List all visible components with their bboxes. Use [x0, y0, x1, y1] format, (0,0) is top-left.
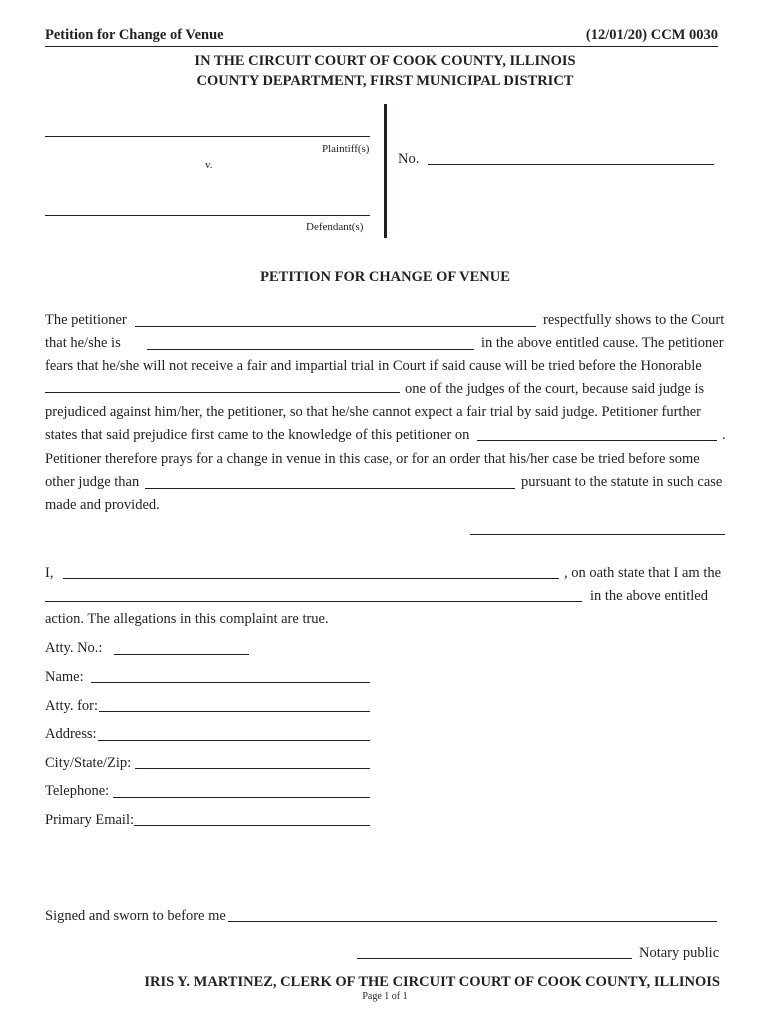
clerk-footer: IRIS Y. MARTINEZ, CLERK OF THE CIRCUIT COURT OF COOK COUNTY, ILLINOIS [144, 974, 720, 990]
city-state-zip-field[interactable] [135, 752, 370, 769]
atty-for-field[interactable] [99, 695, 370, 712]
petitioner-name-field[interactable] [135, 310, 536, 327]
address-field[interactable] [98, 724, 370, 741]
email-field[interactable] [134, 809, 370, 826]
petition-text: states that said prejudice first came to the knowledge of this petitioner on [45, 427, 470, 443]
notary-signature-field[interactable] [357, 942, 632, 959]
party-role-field[interactable] [147, 333, 474, 350]
petition-text: fears that he/she will not receive a fair and impartial trial in Court if said cause will be tried before the Honorable [45, 358, 702, 374]
court-department: COUNTY DEPARTMENT, FIRST MUNICIPAL DISTRICT [196, 73, 574, 89]
oath-text: in the above entitled [590, 588, 708, 604]
petition-text: pursuant to the statute in such case [521, 474, 723, 490]
telephone-label: Telephone: [45, 783, 110, 799]
case-number-label: No. [398, 151, 420, 167]
notary-label: Notary public [639, 945, 720, 961]
court-name: IN THE CIRCUIT COURT OF COOK COUNTY, ILLINOIS [194, 53, 576, 69]
petitioner-signature-field[interactable] [470, 518, 725, 535]
defendant-field[interactable] [45, 199, 370, 216]
page-number: Page 1 of 1 [362, 991, 408, 1002]
plaintiff-label: Plaintiff(s) [322, 143, 370, 155]
atty-no-field[interactable] [114, 638, 249, 655]
petition-text: that he/she is [45, 335, 121, 351]
petition-text: other judge than [45, 474, 140, 490]
header-rule [45, 46, 718, 47]
other-judge-field[interactable] [145, 472, 515, 489]
judge-name-field[interactable] [45, 376, 400, 393]
versus-label: v. [205, 159, 213, 171]
caption-divider [384, 104, 387, 238]
prejudice-date-field[interactable] [477, 424, 717, 441]
form-title: Petition for Change of Venue [45, 27, 224, 43]
oath-text: action. The allegations in this complaint are true. [45, 611, 329, 627]
petition-text: . [722, 427, 726, 443]
form-code: (12/01/20) CCM 0030 [585, 27, 718, 43]
petition-text: The petitioner [45, 312, 127, 328]
atty-for-label: Atty. for: [45, 698, 99, 714]
petition-text: made and provided. [45, 497, 160, 513]
email-label: Primary Email: [45, 812, 134, 828]
city-state-zip-label: City/State/Zip: [45, 755, 132, 771]
affiant-name-field[interactable] [63, 562, 559, 579]
case-number-field[interactable] [428, 148, 714, 165]
address-label: Address: [45, 726, 97, 742]
defendant-label: Defendant(s) [306, 221, 364, 233]
sworn-label: Signed and sworn to before me [45, 908, 226, 924]
plaintiff-field[interactable] [45, 120, 370, 137]
atty-name-label: Name: [45, 669, 84, 685]
oath-text: , on oath state that I am the [564, 565, 722, 581]
petition-text: respectfully shows to the Court [543, 312, 725, 328]
petition-text: one of the judges of the court, because said judge is [405, 381, 705, 397]
document-title: PETITION FOR CHANGE OF VENUE [260, 269, 510, 285]
oath-text: I, [45, 565, 54, 581]
petition-text: in the above entitled cause. The petitioner [481, 335, 724, 351]
atty-name-field[interactable] [91, 666, 370, 683]
atty-no-label: Atty. No.: [45, 640, 103, 656]
sworn-date-field[interactable] [228, 905, 717, 922]
petition-text: Petitioner therefore prays for a change in venue in this case, or for an order that his/her case be tried before some [45, 451, 700, 467]
telephone-field[interactable] [113, 781, 370, 798]
affiant-role-field[interactable] [45, 585, 582, 602]
petition-text: prejudiced against him/her, the petitioner, so that he/she cannot expect a fair trial by said judge. Petitioner further [45, 404, 701, 420]
